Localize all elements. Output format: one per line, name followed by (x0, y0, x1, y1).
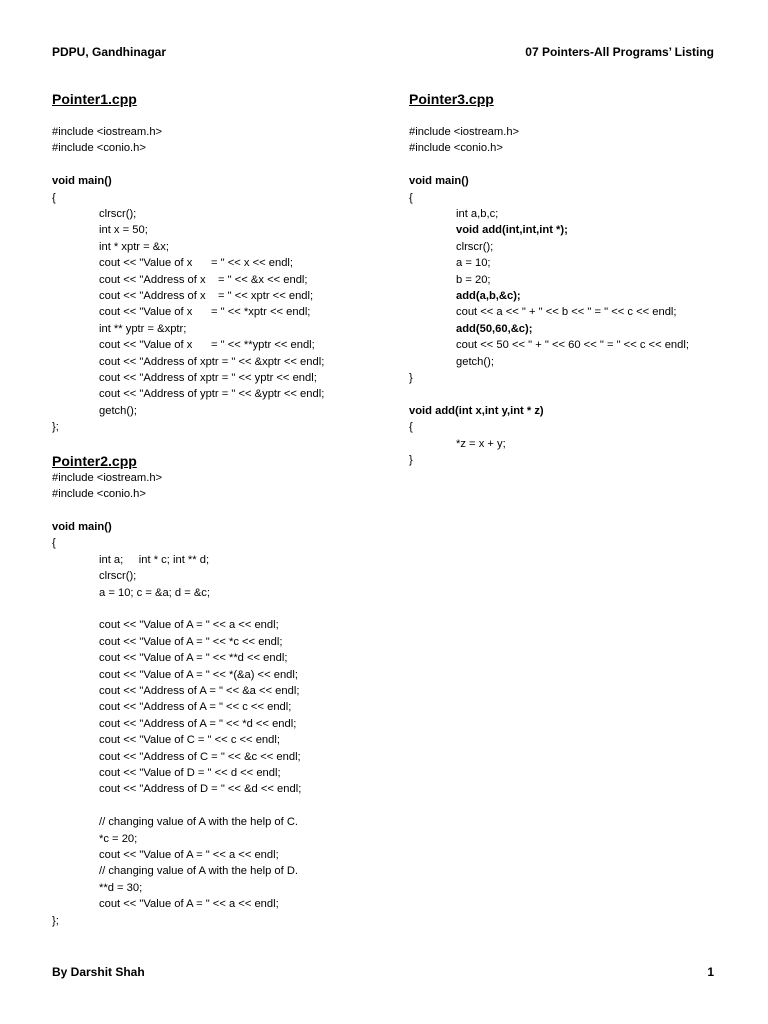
code-line: clrscr(); (99, 570, 137, 583)
code-line: }; (52, 421, 59, 434)
program-pointer1 (52, 90, 392, 436)
code-line: // changing value of A with the help of C. (99, 816, 299, 829)
code-line (409, 157, 739, 173)
code-line: cout << "Value of A = " << *(&a) << endl; (99, 668, 298, 681)
code-line: cout << "Address of D = " << &d << endl; (99, 783, 302, 796)
footer-author: By Darshit Shah (52, 965, 145, 979)
code-line: cout << "Address of x = " << xptr << endl; (99, 290, 314, 303)
code-line: *z = x + y; (456, 437, 506, 450)
code-line: int a,b,c; (456, 208, 499, 221)
code-line: int x = 50; (99, 224, 148, 237)
code-line: } (409, 454, 413, 467)
code-line: cout << "Value of A = " << **d << endl; (99, 652, 288, 665)
code-line: } (409, 372, 413, 385)
code-line: cout << "Address of A = " << *d << endl; (99, 717, 297, 730)
code-line (52, 157, 392, 173)
code-line: #include <conio.h> (409, 142, 503, 155)
code-line: getch(); (456, 355, 494, 368)
code-line: void add(int,int,int *); (456, 224, 568, 237)
code-line: cout << "Value of A = " << a << endl; (99, 619, 279, 632)
code-line: cout << "Value of x = " << x << endl; (99, 257, 294, 270)
code-line: add(50,60,&c); (456, 322, 533, 335)
code-line: // changing value of A with the help of D. (99, 865, 299, 878)
code-line: add(a,b,&c); (456, 290, 521, 303)
code-line: cout << "Value of A = " << a << endl; (99, 898, 279, 911)
code-line: void main() (52, 520, 112, 533)
code-line: int * xptr = &x; (99, 240, 169, 253)
code-line: cout << "Address of C = " << &c << endl; (99, 750, 301, 763)
code-line: void main() (409, 175, 469, 188)
right-column (409, 90, 739, 469)
code-line: cout << a << " + " << b << " = " << c << endl; (456, 306, 677, 319)
program-pointer3 (409, 90, 739, 469)
code-line: cout << "Address of A = " << &a << endl; (99, 684, 300, 697)
code-line: b = 20; (456, 273, 491, 286)
code-line: { (52, 191, 56, 204)
code-line: #include <iostream.h> (409, 126, 520, 138)
program-title: Pointer3.cpp (409, 91, 494, 107)
page-number: 1 (707, 965, 714, 979)
code-line: #include <conio.h> (52, 142, 146, 155)
header-institution: PDPU, Gandhinagar (52, 45, 167, 59)
program-title: Pointer1.cpp (52, 91, 137, 107)
code-line: a = 10; c = &a; d = &c; (99, 586, 211, 599)
code-line: cout << 50 << " + " << 60 << " = " << c << endl; (456, 339, 689, 352)
code-line: { (409, 421, 413, 434)
code-line (409, 386, 739, 402)
code-line: cout << "Value of C = " << c << endl; (99, 734, 280, 747)
code-line: { (409, 191, 413, 204)
code-line: getch(); (99, 404, 137, 417)
code-line: cout << "Value of A = " << *c << endl; (99, 635, 283, 648)
code-line: clrscr(); (456, 240, 494, 253)
code-line: { (52, 537, 56, 550)
code-line (52, 503, 392, 519)
program-pointer2 (52, 452, 392, 929)
code-line: cout << "Address of xptr = " << yptr << endl; (99, 372, 317, 385)
code-line: **d = 30; (99, 881, 143, 894)
code-line (52, 798, 392, 814)
code-line: #include <conio.h> (52, 488, 146, 501)
program-title: Pointer2.cpp (52, 452, 137, 469)
code-line: int ** yptr = &xptr; (99, 322, 187, 335)
left-column (52, 90, 392, 929)
code-line: cout << "Value of D = " << d << endl; (99, 766, 281, 779)
code-line: cout << "Address of xptr = " << &xptr << endl; (99, 355, 325, 368)
code-line: cout << "Address of x = " << &x << endl; (99, 273, 308, 286)
page-footer (52, 965, 714, 979)
code-line: cout << "Value of x = " << **yptr << endl; (99, 339, 315, 352)
code-line: void add(int x,int y,int * z) (409, 404, 544, 417)
code-line: cout << "Address of A = " << c << endl; (99, 701, 292, 714)
code-line (52, 601, 392, 617)
code-line: cout << "Value of x = " << *xptr << endl; (99, 306, 311, 319)
code-line: cout << "Address of yptr = " << &yptr << endl; (99, 388, 325, 401)
code-line: clrscr(); (99, 208, 137, 221)
code-line: *c = 20; (99, 832, 138, 845)
code-line: #include <iostream.h> (52, 126, 163, 138)
page-header (52, 45, 714, 59)
code-line: void main() (52, 175, 112, 188)
code-line: }; (52, 914, 59, 927)
header-document-title: 07 Pointers-All Programs’ Listing (525, 45, 714, 59)
code-line: int a; int * c; int ** d; (99, 553, 210, 566)
code-line: #include <iostream.h> (52, 471, 163, 484)
code-line: a = 10; (456, 257, 491, 270)
code-line: cout << "Value of A = " << a << endl; (99, 849, 279, 861)
